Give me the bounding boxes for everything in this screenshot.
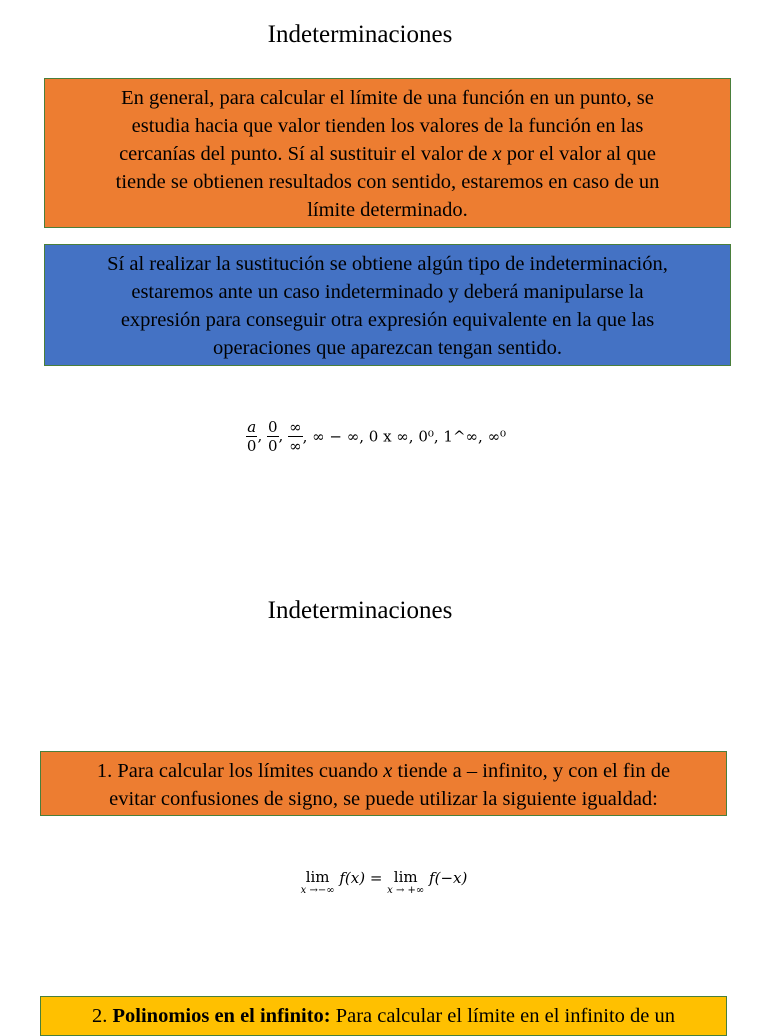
- variable-x: x: [383, 760, 393, 782]
- indeterminate-line-4: operaciones que aparezcan tengan sentido.: [213, 337, 562, 359]
- expression-right: f(−x): [424, 869, 468, 887]
- definition-line-3: cercanías del punto. Sí al sustituir el valor de x por el valor al que: [119, 143, 656, 165]
- variable-x: x: [492, 143, 502, 165]
- definition-line-4: tiende se obtienen resultados con sentido, estaremos en caso de un: [115, 171, 660, 193]
- indeterminate-line-1: Sí al realizar la sustitución se obtiene algún tipo de indeterminación,: [107, 253, 668, 275]
- slide2-title: Indeterminaciones: [267, 597, 453, 624]
- limit-right: lim x → +∞: [387, 868, 425, 896]
- indeterminate-box: [44, 244, 731, 366]
- slide1-title: Indeterminaciones: [267, 21, 453, 48]
- fraction-0-over-0: $\frac{0}{0}$: [268, 418, 278, 455]
- indeterminate-forms-formula: $\frac{a}{0}$ , $\frac{0}{0}$ , $\frac{\infty}{\infty}$ , ∞ − ∞, 0 x ∞, 0⁰, 1^∞, ∞⁰: [246, 418, 507, 455]
- definition-line-2: estudia hacia que valor tienden los valores de la función en las: [131, 115, 644, 137]
- definition-box: [44, 78, 731, 228]
- definition-line-1: En general, para calcular el límite de una función en un punto, se: [121, 87, 654, 109]
- expression-left: f(x) =: [334, 869, 388, 887]
- limit-equality: [0, 869, 768, 897]
- indeterminate-line-2: estaremos ante un caso indeterminado y deberá manipularse la: [131, 281, 644, 303]
- fraction-inf-over-inf: $\frac{\infty}{\infty}$: [289, 418, 302, 455]
- remaining-forms: , ∞ − ∞, 0 x ∞, 0⁰, 1^∞, ∞⁰: [302, 427, 507, 446]
- minus-infinity-line-1: 1. Para calcular los límites cuando x tiende a – infinito, y con el fin de: [96, 760, 671, 782]
- minus-infinity-line-2: evitar confusiones de signo, se puede utilizar la siguiente igualdad:: [109, 788, 658, 810]
- polynomials-text: Para calcular el límite en el infinito de un: [330, 1005, 675, 1027]
- limit-left: lim x →−∞: [300, 868, 335, 896]
- definition-line-5: límite determinado.: [307, 199, 468, 221]
- indeterminate-line-3: expresión para conseguir otra expresión equivalente en la que las: [120, 309, 655, 331]
- polynomials-number: 2.: [92, 1005, 113, 1027]
- polynomials-heading: Polinomios en el infinito:: [112, 1005, 331, 1027]
- minus-infinity-box: [40, 751, 727, 816]
- polynomials-box: [40, 996, 727, 1036]
- fraction-a-over-0: $\frac{a}{0}$: [246, 418, 257, 455]
